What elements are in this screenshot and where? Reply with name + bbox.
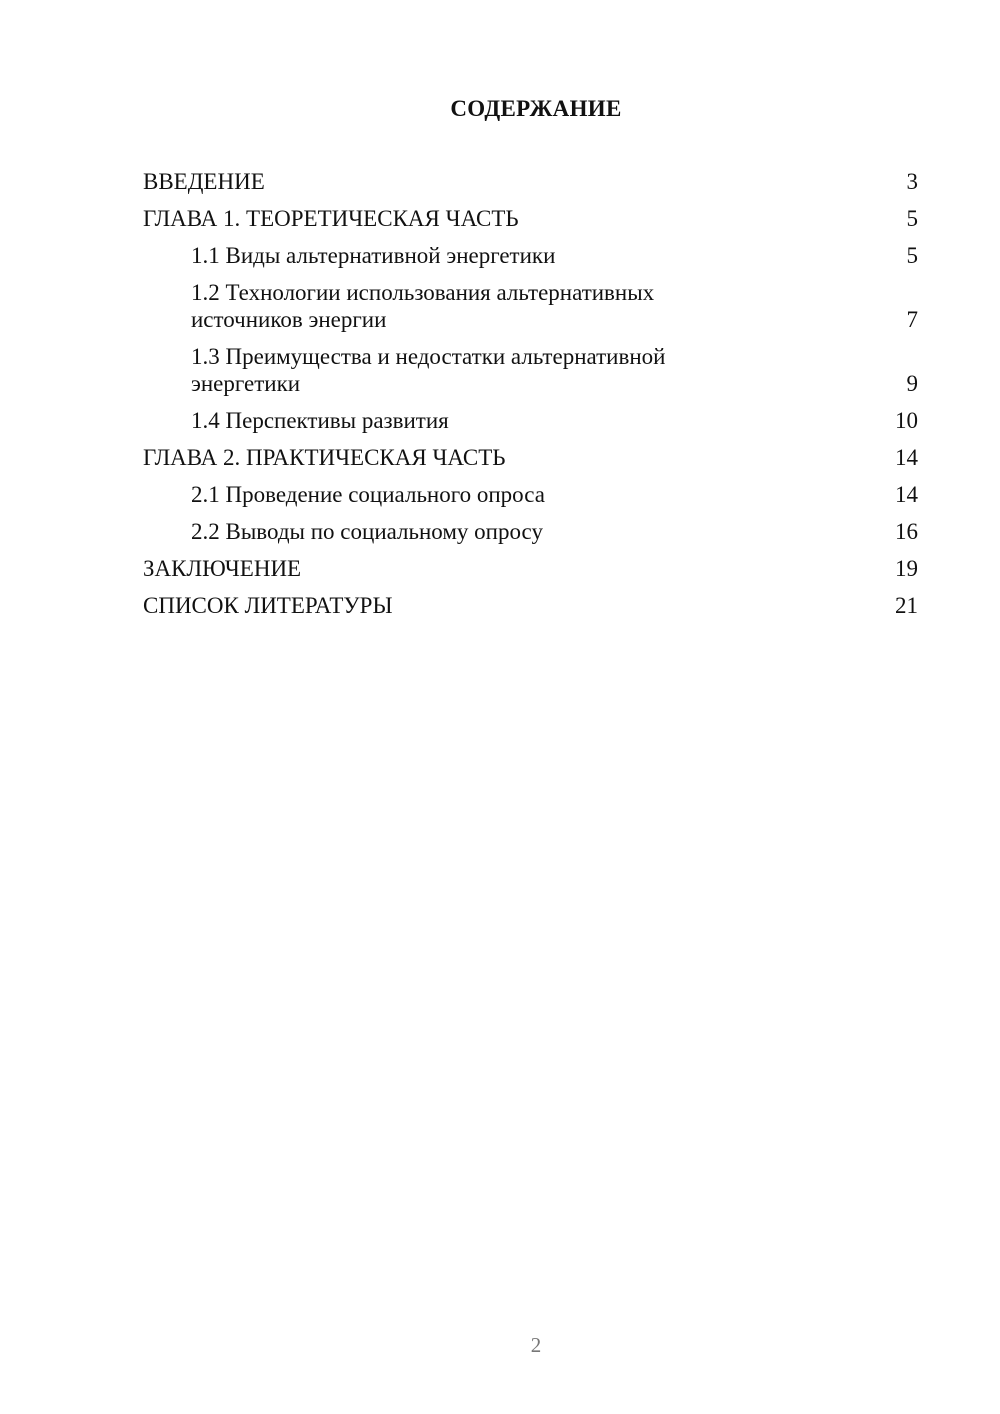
toc-entry-label: 1.2 Технологии использования альтернативных источников энергии — [191, 280, 655, 332]
toc-entry-page: 19 — [895, 556, 918, 581]
toc-entry-page: 14 — [895, 445, 918, 470]
toc-entry-label: 1.3 Преимущества и недостатки альтернативной энергетики — [191, 344, 666, 396]
toc-entry-section-1-3[interactable] — [143, 343, 918, 397]
toc-entry-section-1-2[interactable] — [143, 279, 918, 333]
toc-entry-page: 10 — [895, 408, 918, 433]
toc-entry-label: ВВЕДЕНИЕ — [143, 169, 265, 194]
toc-entry-page: 21 — [895, 593, 918, 618]
toc-entry-section-1-4[interactable] — [143, 407, 918, 434]
toc-entry-label: 1.1 Виды альтернативной энергетики — [191, 243, 556, 268]
toc-entry-label: ГЛАВА 2. ПРАКТИЧЕСКАЯ ЧАСТЬ — [143, 445, 506, 470]
table-of-contents — [143, 168, 918, 629]
toc-entry-introduction[interactable] — [143, 168, 918, 195]
toc-entry-page: 9 — [906, 371, 918, 396]
toc-entry-chapter-2[interactable] — [143, 444, 918, 471]
toc-entry-page: 7 — [906, 307, 918, 332]
toc-entry-section-2-2[interactable] — [143, 518, 918, 545]
toc-entry-label: ЗАКЛЮЧЕНИЕ — [143, 556, 302, 581]
toc-title: СОДЕРЖАНИЕ — [450, 96, 622, 121]
toc-entry-page: 16 — [895, 519, 918, 544]
toc-entry-label: 1.4 Перспективы развития — [191, 408, 449, 433]
toc-entry-conclusion[interactable] — [143, 555, 918, 582]
toc-entry-page: 5 — [906, 243, 918, 268]
page-number: 2 — [530, 1333, 542, 1357]
toc-entry-page: 5 — [906, 206, 918, 231]
toc-entry-label: СПИСОК ЛИТЕРАТУРЫ — [143, 593, 393, 618]
toc-entry-page: 14 — [895, 482, 918, 507]
toc-entry-chapter-1[interactable] — [143, 205, 918, 232]
toc-entry-section-2-1[interactable] — [143, 481, 918, 508]
toc-entry-section-1-1[interactable] — [143, 242, 918, 269]
toc-entry-references[interactable] — [143, 592, 918, 619]
toc-entry-label: ГЛАВА 1. ТЕОРЕТИЧЕСКАЯ ЧАСТЬ — [143, 206, 519, 231]
toc-entry-page: 3 — [906, 169, 918, 194]
toc-entry-label: 2.2 Выводы по социальному опросу — [191, 519, 543, 544]
toc-entry-label: 2.1 Проведение социального опроса — [191, 482, 545, 507]
